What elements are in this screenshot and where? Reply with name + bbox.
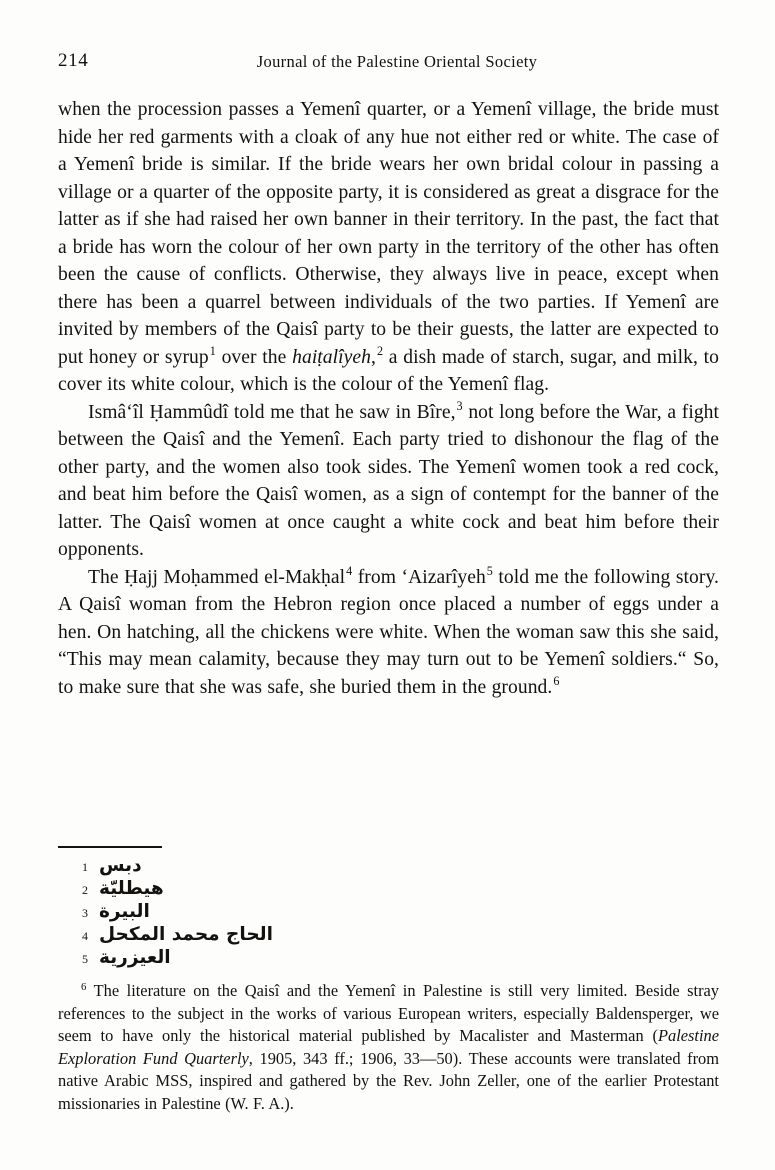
footnote-separator-rule	[58, 846, 162, 848]
paragraph-3-text-c: told me the following story. A Qaisî woman from the Hebron region once placed a number of eggs under a hen. On hatching, all the chickens were white. When the woman saw this she said, “This may mean calamity, because they may turn out to be Yemenî soldiers.“ So, to make sure that she was safe, she buried them in the ground.	[58, 566, 719, 698]
footnote-number-2: 2	[82, 883, 88, 897]
footnote-6-italic-title: Palestine Exploration Fund Quarterly	[58, 1026, 719, 1068]
footnote-arabic-text-5: العيزرية	[99, 947, 171, 968]
footnote-marker-3: 3	[456, 398, 463, 413]
page-number: 214	[58, 50, 89, 71]
footnote-number-5: 5	[82, 952, 88, 966]
footnote-number-4: 4	[82, 929, 88, 943]
paragraph-2-text-a: Ismâ‘îl Ḥammûdî told me that he saw in Bîre,	[88, 401, 456, 423]
paragraph-3-text-b: from ‘Aizarîyeh	[352, 566, 486, 588]
footnote-number-3: 3	[82, 906, 88, 920]
footnote-arabic-1	[58, 855, 719, 878]
footnote-arabic-text-1: دبس	[99, 855, 142, 876]
paragraph-1-text-c: a dish made of starch, sugar, and milk, to cover its white colour, which is the colour of the Yemenî flag.	[58, 346, 719, 395]
footnote-marker-4: 4	[346, 563, 353, 578]
footnote-6-number: 6	[81, 980, 87, 993]
footnote-arabic-3	[58, 901, 719, 924]
footnote-marker-5: 5	[486, 563, 493, 578]
footnote-block	[58, 855, 719, 1116]
page-body-text	[58, 96, 719, 701]
journal-title: Journal of the Palestine Oriental Society	[256, 52, 538, 71]
footnote-6-text-b: , 1905, 343 ff.; 1906, 33—50). These accounts were translated from native Arabic MSS, inspired and gathered by the Rev. John Zeller, one of the earlier Protestant missionaries in Palestine (W. F. A.).	[58, 1048, 719, 1113]
paragraph-1-comma: ,	[370, 346, 376, 368]
footnote-marker-2: 2	[376, 343, 384, 358]
paragraph-1-text-a: when the procession passes a Yemenî quarter, or a Yemenî village, the bride must hide her red garments with a cloak of any hue not either red or white. The case of a Yemenî bride is similar. If the bride wears her own bridal colour in passing a village or a quarter of the opposite party, it is considered as great a disgrace for the latter as if she had raised her own banner in their territory. In the past, the fact that a bride has worn the colour of her own party in the territory of the other has often been the cause of conflicts. Otherwise, they always live in peace, except when there has been a quarrel between individuals of the two parties. If Yemenî are invited by members of the Qaisî party to be their guests, the latter are expected to put honey or syrup	[58, 99, 719, 368]
footnote-arabic-2	[58, 878, 719, 901]
footnote-arabic-5	[58, 947, 719, 970]
footnote-6-text-a: The literature on the Qaisî and the Yemenî in Palestine is still very limited. Beside stray references to the subject in the works of various European writers, especially Baldensperger, we seem to have only the historical material published by Macalister and Masterman (	[58, 981, 719, 1046]
paragraph-2-text-b: not long before the War, a fight between the Qaisî and the Yemenî. Each party tried to dishonour the flag of the other party, and the women also took sides. The Yemenî women took a red cock, and beat him before the Qaisî women, as a sign of contempt for the banner of the latter. The Qaisî women at once caught a white cock and beat him before their opponents.	[58, 401, 720, 560]
paragraph-hammudi-account	[58, 399, 719, 564]
transliteration-haitaliyeh: haiṭalîyeh	[292, 346, 371, 368]
paragraph-continued	[58, 96, 719, 399]
footnote-arabic-text-2: هيطليّة	[99, 878, 164, 899]
paragraph-makhal-account	[58, 564, 719, 702]
paragraph-1-text-b: over the	[215, 346, 293, 368]
footnote-marker-1: 1	[209, 343, 216, 358]
footnote-marker-6: 6	[553, 673, 560, 688]
running-head	[58, 50, 718, 76]
footnote-number-1: 1	[82, 860, 88, 874]
footnote-arabic-text-4: الحاج محمد المكحل	[99, 924, 273, 945]
footnote-6	[58, 980, 719, 1116]
paragraph-3-text-a: The Ḥajj Moḥammed el-Makḥal	[88, 566, 346, 588]
footnote-arabic-4	[58, 924, 719, 947]
footnote-arabic-text-3: البيرة	[99, 901, 150, 922]
